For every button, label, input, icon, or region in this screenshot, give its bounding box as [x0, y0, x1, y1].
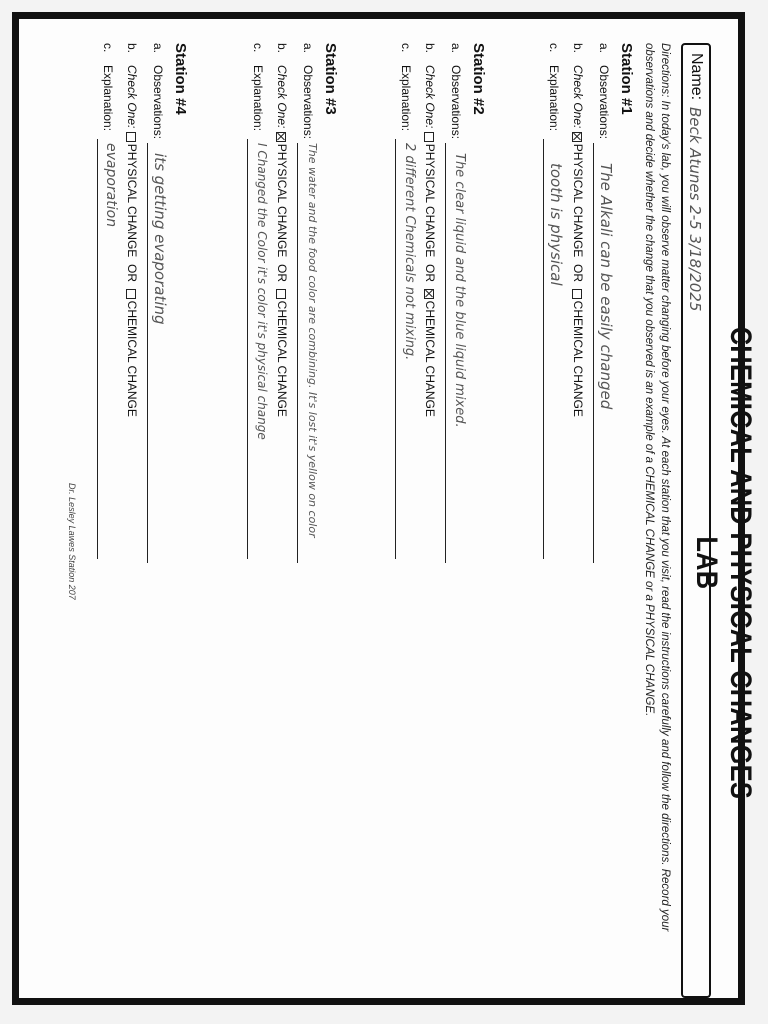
station-2-observations-row: a. Observations: The clear liquid and the blue liquid mixed. [445, 43, 463, 998]
physical-label: PHYSICAL CHANGE [571, 143, 585, 258]
or-label: OR [571, 263, 585, 282]
station-3-chemical-checkbox[interactable] [276, 289, 286, 299]
station-2-title: Station #2 [470, 43, 487, 115]
station-2-observation: The clear liquid and the blue liquid mixed. [452, 153, 467, 428]
observations-label: Observations: [597, 65, 611, 140]
check-one-label: Check One: [423, 65, 437, 129]
station-1-chemical-checkbox[interactable] [572, 289, 582, 299]
observations-label: Observations: [151, 65, 165, 140]
check-one-label: Check One: [571, 65, 585, 129]
name-value: Beck Atunes 2-5 3/18/2025 [686, 107, 704, 312]
name-box [681, 43, 711, 998]
station-1-explanation-row: c. Explanation: tooth is physical [543, 43, 561, 998]
worksheet [59, 43, 759, 1003]
physical-label: PHYSICAL CHANGE [275, 143, 289, 258]
station-4-chemical-checkbox[interactable] [126, 289, 136, 299]
physical-label: PHYSICAL CHANGE [423, 143, 437, 258]
station-4-title: Station #4 [172, 43, 189, 115]
station-4-observation: its getting evaporating [151, 153, 169, 325]
observations-label: Observations: [301, 65, 315, 140]
explanation-label: Explanation: [251, 65, 265, 132]
station-2-chemical-checkbox[interactable] [424, 289, 434, 299]
station-2-explanation-row: c. Explanation: 2 different Chemicals not mixing. [395, 43, 413, 998]
station-2-check-row: b. Check One: PHYSICAL CHANGE OR CHEMICAL CHANGE [423, 43, 437, 417]
station-2-physical-checkbox[interactable] [424, 132, 434, 142]
observations-label: Observations: [449, 65, 463, 140]
worksheet-title: CHEMICAL AND PHYSICAL CHANGES LAB [690, 326, 757, 800]
station-1-title: Station #1 [618, 43, 635, 115]
station-3-explanation-row: c. Explanation: I Changed the Color it's color it's physical change [247, 43, 265, 998]
station-4-explanation-row: c. Explanation: evaporation [97, 43, 115, 998]
station-1-observation: The Alkali can be easily changed [597, 163, 615, 410]
station-3-observation: The water and the food color are combining. It's lost it's yellow on color [306, 143, 319, 538]
check-one-label: Check One: [275, 65, 289, 129]
chemical-label: CHEMICAL CHANGE [125, 300, 139, 417]
chemical-label: CHEMICAL CHANGE [423, 300, 437, 417]
station-2-explanation: 2 different Chemicals not mixing. [402, 143, 417, 361]
station-1-explanation: tooth is physical [547, 163, 565, 286]
station-3-title: Station #3 [322, 43, 339, 115]
footer-credit: Dr. Lesley Lawes Station 207 [67, 483, 77, 600]
or-label: OR [423, 263, 437, 282]
station-3-observations-row: a. Observations: The water and the food color are combining. It's lost it's yellow on color [297, 43, 315, 998]
station-3-explanation: I Changed the Color it's color it's physical change [255, 143, 269, 440]
explanation-label: Explanation: [399, 65, 413, 132]
station-4-physical-checkbox[interactable] [126, 132, 136, 142]
station-4-check-row: b. Check One: PHYSICAL CHANGE OR CHEMICAL CHANGE [125, 43, 139, 417]
physical-label: PHYSICAL CHANGE [125, 143, 139, 258]
station-3-check-row: b. Check One: PHYSICAL CHANGE OR CHEMICAL CHANGE [275, 43, 289, 417]
or-label: OR [275, 263, 289, 282]
station-1-observations-row: a. Observations: The Alkali can be easily changed [593, 43, 611, 998]
or-label: OR [125, 263, 139, 282]
explanation-label: Explanation: [101, 65, 115, 132]
station-4-observations-row: a. Observations: its getting evaporating [147, 43, 165, 998]
page-frame [12, 12, 757, 1005]
chemical-label: CHEMICAL CHANGE [275, 300, 289, 417]
explanation-label: Explanation: [547, 65, 561, 132]
chemical-label: CHEMICAL CHANGE [571, 300, 585, 417]
station-1-physical-checkbox[interactable] [572, 132, 582, 142]
station-4-explanation: evaporation [103, 143, 119, 228]
check-one-label: Check One: [125, 65, 139, 129]
directions-text: Directions: In today's lab, you will observe matter changing before your eyes. At each station that you visit, read the instructions carefully and follow the directions. Record your observations and decide whether the change that you observed is an example of a CHEMICAL CHANGE or a PHYSICAL CHANGE. [643, 43, 671, 932]
name-label: Name: [688, 53, 705, 101]
station-3-physical-checkbox[interactable] [276, 132, 286, 142]
station-1-check-row: b. Check One: PHYSICAL CHANGE OR CHEMICAL CHANGE [571, 43, 585, 417]
